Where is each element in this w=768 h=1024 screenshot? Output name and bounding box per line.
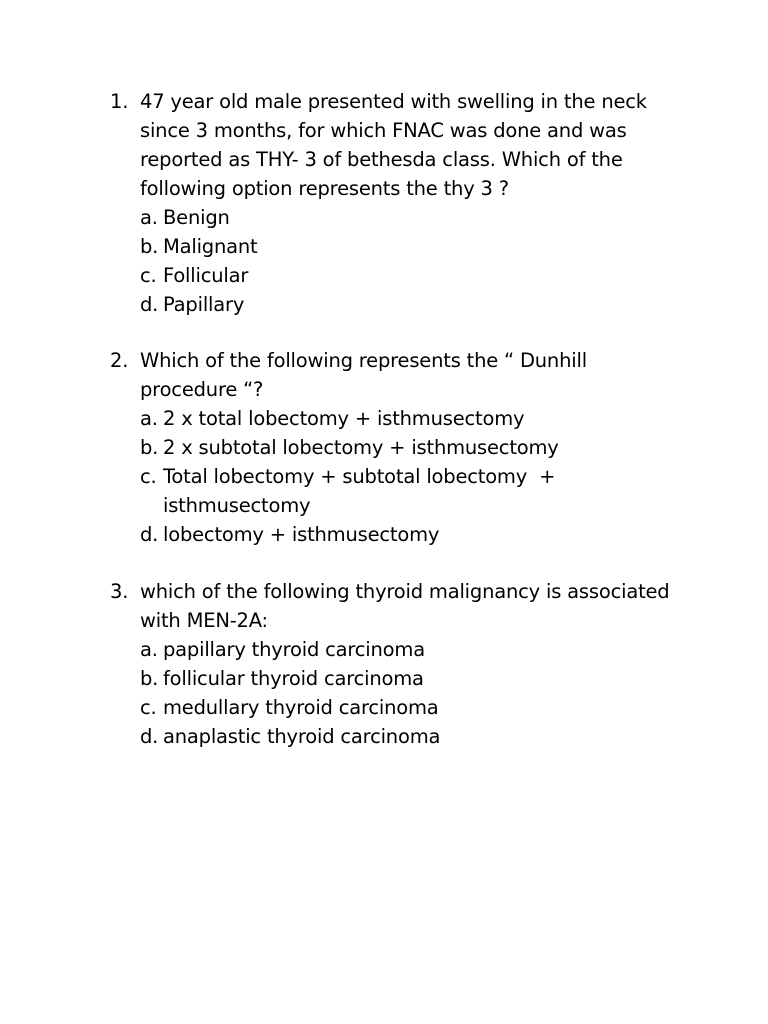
option-letter: c.	[140, 696, 157, 719]
option-text-line: Total lobectomy + subtotal lobectomy +	[163, 465, 556, 488]
option-a	[140, 203, 690, 232]
option-list	[140, 203, 690, 319]
option-text-line: Follicular	[163, 264, 249, 287]
option-text-line: Malignant	[163, 235, 258, 258]
question-text-line: reported as THY- 3 of bethesda class. Which of the	[140, 148, 623, 171]
option-text	[163, 232, 258, 261]
option-letter: b.	[140, 667, 159, 690]
option-text-line: medullary thyroid carcinoma	[163, 696, 439, 719]
option-letter: b.	[140, 235, 159, 258]
option-a	[140, 404, 690, 433]
option-letter: d.	[140, 523, 159, 546]
option-letter: c.	[140, 465, 157, 488]
option-c	[140, 693, 690, 722]
option-text	[163, 664, 424, 693]
option-text-line: anaplastic thyroid carcinoma	[163, 725, 441, 748]
option-letter: d.	[140, 725, 159, 748]
option-text-line: 2 x total lobectomy + isthmusectomy	[163, 407, 525, 430]
question-1	[110, 87, 690, 319]
option-text	[163, 693, 439, 722]
question-text-line: with MEN-2A:	[140, 609, 268, 632]
option-text-line: papillary thyroid carcinoma	[163, 638, 425, 661]
option-c	[140, 261, 690, 290]
option-text-line: Papillary	[163, 293, 245, 316]
question-text-line: 47 year old male presented with swelling in the neck	[140, 90, 647, 113]
question-text	[140, 577, 690, 635]
option-letter: a.	[140, 407, 158, 430]
question-text-line: following option represents the thy 3 ?	[140, 177, 509, 200]
option-text	[163, 635, 425, 664]
option-c	[140, 462, 690, 520]
option-letter: a.	[140, 206, 158, 229]
question-3-stem	[110, 577, 690, 635]
option-text	[163, 203, 230, 232]
option-text	[163, 462, 555, 520]
option-text-line: follicular thyroid carcinoma	[163, 667, 424, 690]
option-d	[140, 722, 690, 751]
option-letter: d.	[140, 293, 159, 316]
option-list	[140, 635, 690, 751]
question-number: 2.	[110, 349, 129, 372]
question-text-line: since 3 months, for which FNAC was done and was	[140, 119, 627, 142]
question-text-line: which of the following thyroid malignancy is associated	[140, 580, 670, 603]
option-text	[163, 261, 248, 290]
option-letter: b.	[140, 436, 159, 459]
question-text	[140, 87, 690, 203]
option-list	[140, 404, 690, 549]
option-letter: c.	[140, 264, 157, 287]
option-text	[163, 404, 524, 433]
option-text	[163, 433, 559, 462]
question-text-line: procedure “?	[140, 378, 264, 401]
option-text-line: Benign	[163, 206, 230, 229]
option-d	[140, 520, 690, 549]
option-text-line: lobectomy + isthmusectomy	[163, 523, 440, 546]
option-a	[140, 635, 690, 664]
question-2-stem	[110, 346, 690, 404]
option-letter: a.	[140, 638, 158, 661]
question-text-line: Which of the following represents the “ Dunhill	[140, 349, 587, 372]
option-text	[163, 520, 439, 549]
option-d	[140, 290, 690, 319]
option-text	[163, 290, 244, 319]
option-b	[140, 232, 690, 261]
option-text-line: 2 x subtotal lobectomy + isthmusectomy	[163, 436, 559, 459]
question-1-stem	[110, 87, 690, 203]
question-number: 1.	[110, 90, 129, 113]
option-b	[140, 433, 690, 462]
option-b	[140, 664, 690, 693]
option-text	[163, 722, 440, 751]
question-text	[140, 346, 690, 404]
question-3	[110, 577, 690, 751]
question-number: 3.	[110, 580, 129, 603]
option-text-line: isthmusectomy	[163, 494, 311, 517]
question-2	[110, 346, 690, 549]
